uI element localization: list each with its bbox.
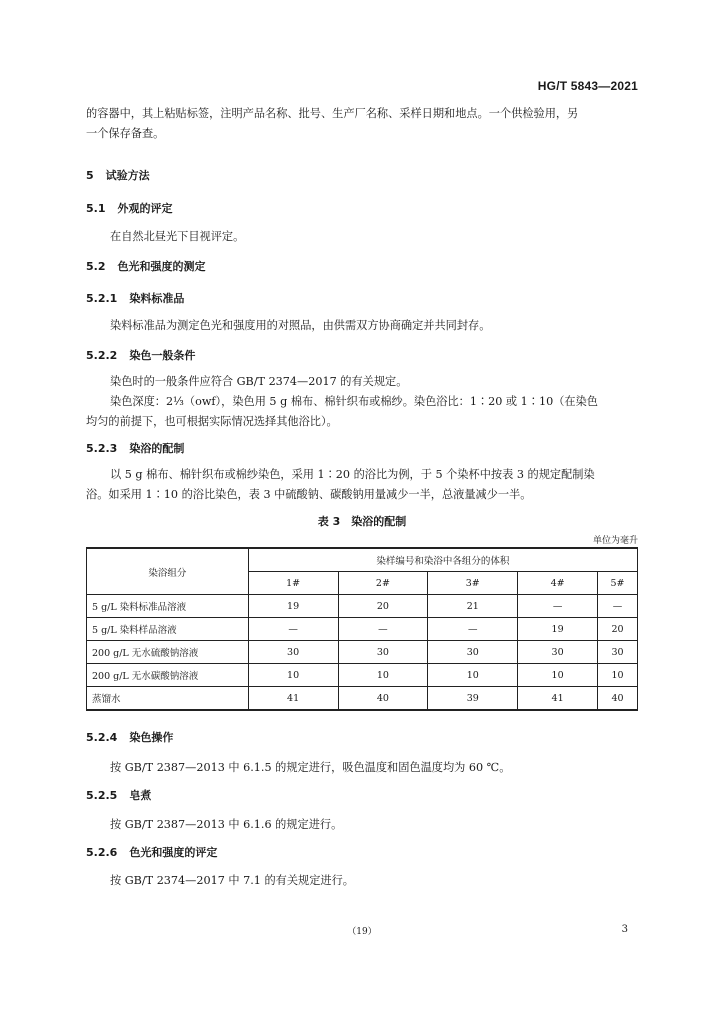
table-cell: 30 bbox=[598, 641, 638, 664]
table-cell: 40 bbox=[338, 687, 428, 711]
text-line: 染色深度：2⅓（owf），染色用 5 g 棉布、棉针织布或棉纱。染色浴比：1∶20 或 1∶10（在染色 bbox=[110, 395, 598, 408]
row-label: 200 g/L 无水碳酸钠溶液 bbox=[87, 664, 249, 687]
table-cell: — bbox=[248, 618, 338, 641]
table-row bbox=[87, 641, 638, 664]
footer-sheet-number: （19） bbox=[347, 927, 377, 937]
component-column-header: 染浴组分 bbox=[87, 548, 249, 595]
column-header: 3# bbox=[428, 572, 518, 595]
text-line: 浴。如采用 1∶10 的浴比染色，表 3 中硫酸钠、碳酸钠用量减少一半，总液量减少一半。 bbox=[86, 488, 532, 501]
section-5-2-6-text: 按 GB/T 2374—2017 中 7.1 的有关规定进行。 bbox=[110, 874, 354, 887]
table-row bbox=[87, 618, 638, 641]
section-number: 5.2.6 bbox=[86, 846, 118, 859]
intro-line-2: 一个保存备查。 bbox=[86, 127, 165, 140]
table-cell: 30 bbox=[338, 641, 428, 664]
table-cell: 20 bbox=[338, 595, 428, 618]
text-line: 以 5 g 棉布、棉针织布或棉纱染色，采用 1∶20 的浴比为例，于 5 个染杯中按表 3 的规定配制染 bbox=[110, 468, 595, 481]
section-number: 5.2 bbox=[86, 260, 106, 273]
section-5-2-2-text-2 bbox=[86, 392, 639, 432]
table-cell: 10 bbox=[518, 664, 598, 687]
section-title: 皂煮 bbox=[129, 789, 152, 802]
table-cell: 40 bbox=[598, 687, 638, 711]
table-cell: 10 bbox=[598, 664, 638, 687]
table-cell: 10 bbox=[428, 664, 518, 687]
table-row bbox=[87, 687, 638, 711]
table-title: 表 3 染浴的配制 bbox=[317, 515, 407, 528]
section-5-2-2-text-1: 染色时的一般条件应符合 GB/T 2374—2017 的有关规定。 bbox=[110, 375, 408, 388]
dye-bath-table bbox=[86, 547, 638, 711]
section-5-2-1-heading bbox=[86, 290, 184, 306]
table-cell: 30 bbox=[248, 641, 338, 664]
table-cell: 19 bbox=[518, 618, 598, 641]
section-5-2-3-heading bbox=[86, 440, 184, 456]
section-title: 染色一般条件 bbox=[129, 349, 196, 362]
page-number: 3 bbox=[621, 924, 628, 935]
row-label: 5 g/L 染料标准品溶液 bbox=[87, 595, 249, 618]
section-number: 5.2.1 bbox=[86, 292, 118, 305]
table-cell: — bbox=[598, 595, 638, 618]
section-title: 染色操作 bbox=[129, 731, 174, 744]
table-header-row bbox=[87, 548, 638, 572]
column-header: 1# bbox=[248, 572, 338, 595]
section-5-2-6-heading bbox=[86, 844, 217, 860]
section-title: 色光和强度的评定 bbox=[129, 846, 218, 859]
row-label: 5 g/L 染料样品溶液 bbox=[87, 618, 249, 641]
volume-span-header: 染样编号和染浴中各组分的体积 bbox=[248, 548, 637, 572]
section-number: 5.2.3 bbox=[86, 442, 118, 455]
table-cell: 10 bbox=[248, 664, 338, 687]
table-cell: 39 bbox=[428, 687, 518, 711]
table-cell: 30 bbox=[428, 641, 518, 664]
section-number: 5.1 bbox=[86, 202, 106, 215]
section-number: 5.2.5 bbox=[86, 789, 118, 802]
section-5-1-heading bbox=[86, 200, 173, 216]
section-title: 试验方法 bbox=[105, 169, 150, 182]
intro-paragraph bbox=[86, 104, 639, 144]
text-line: 均匀的前提下，也可根据实际情况选择其他浴比）。 bbox=[86, 415, 338, 428]
table-cell: 20 bbox=[598, 618, 638, 641]
section-5-2-1-text: 染料标准品为测定色光和强度用的对照品，由供需双方协商确定并共同封存。 bbox=[110, 319, 491, 332]
section-5-heading bbox=[86, 167, 150, 183]
column-header: 5# bbox=[598, 572, 638, 595]
section-5-2-5-heading bbox=[86, 787, 151, 803]
section-5-1-text: 在自然北昼光下目视评定。 bbox=[110, 230, 245, 243]
section-title: 染浴的配制 bbox=[129, 442, 185, 455]
section-5-2-heading bbox=[86, 258, 206, 274]
table-cell: — bbox=[428, 618, 518, 641]
table-cell: 21 bbox=[428, 595, 518, 618]
section-5-2-3-text bbox=[86, 465, 639, 505]
section-title: 染料标准品 bbox=[129, 292, 185, 305]
section-5-2-5-text: 按 GB/T 2387—2013 中 6.1.6 的规定进行。 bbox=[110, 818, 343, 831]
table-cell: — bbox=[518, 595, 598, 618]
standard-code: HG/T 5843—2021 bbox=[537, 79, 638, 93]
section-number: 5.2.2 bbox=[86, 349, 118, 362]
table-row bbox=[87, 595, 638, 618]
table-row bbox=[87, 664, 638, 687]
table-cell: 41 bbox=[248, 687, 338, 711]
table-cell: 41 bbox=[518, 687, 598, 711]
column-header: 4# bbox=[518, 572, 598, 595]
section-number: 5 bbox=[86, 169, 94, 182]
table-cell: 10 bbox=[338, 664, 428, 687]
table-cell: 30 bbox=[518, 641, 598, 664]
section-5-2-4-text: 按 GB/T 2387—2013 中 6.1.5 的规定进行，吸色温度和固色温度均为 60 ℃。 bbox=[110, 761, 511, 774]
row-label: 200 g/L 无水硫酸钠溶液 bbox=[87, 641, 249, 664]
section-number: 5.2.4 bbox=[86, 731, 118, 744]
table-cell: — bbox=[338, 618, 428, 641]
section-title: 色光和强度的测定 bbox=[117, 260, 206, 273]
column-header: 2# bbox=[338, 572, 428, 595]
section-title: 外观的评定 bbox=[117, 202, 173, 215]
section-5-2-2-heading bbox=[86, 347, 195, 363]
table-cell: 19 bbox=[248, 595, 338, 618]
intro-line-1: 的容器中，其上粘贴标签，注明产品名称、批号、生产厂名称、采样日期和地点。一个供检验用，另 bbox=[86, 107, 579, 120]
table-unit: 单位为毫升 bbox=[592, 536, 638, 546]
row-label: 蒸馏水 bbox=[87, 687, 249, 711]
section-5-2-4-heading bbox=[86, 729, 173, 745]
